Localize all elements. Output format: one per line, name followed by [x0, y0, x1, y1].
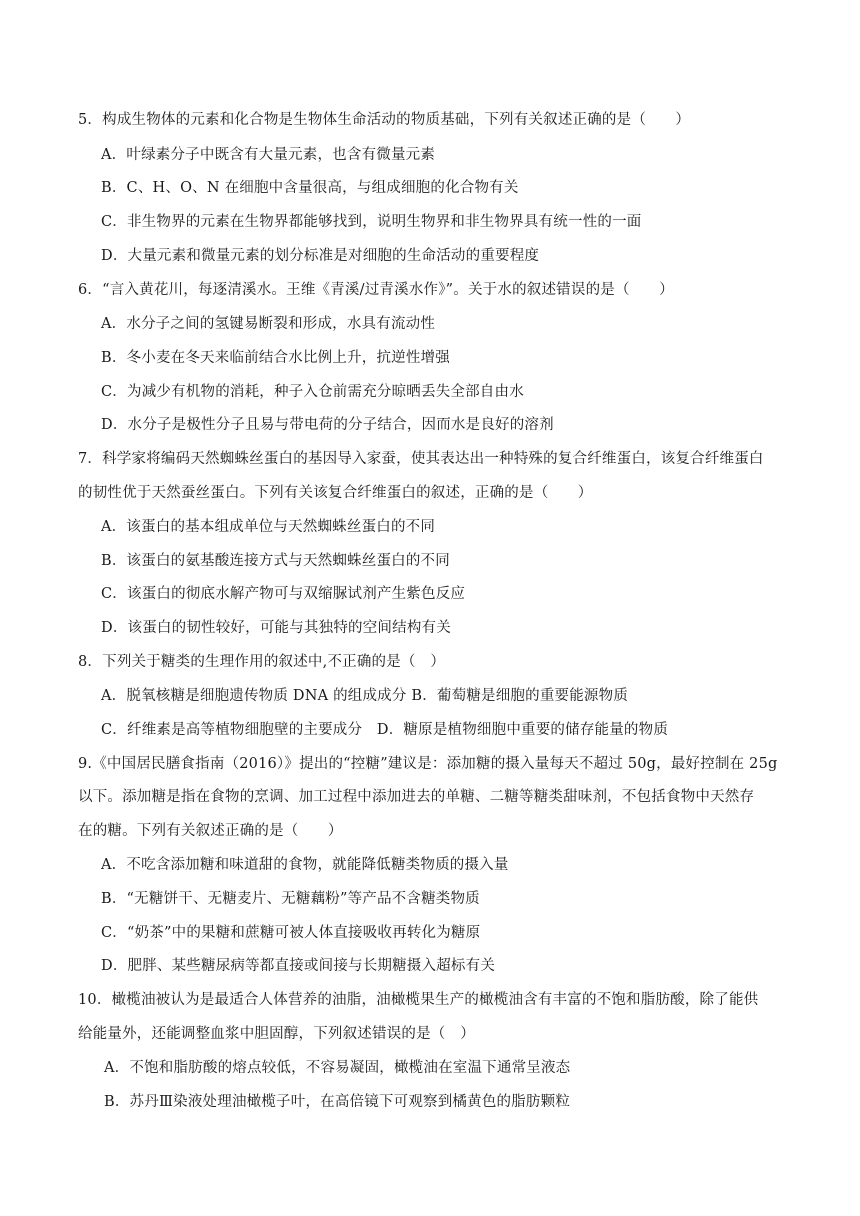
option-a: A．叶绿素分子中既含有大量元素，也含有微量元素 [101, 147, 436, 163]
option-c: C．“奶茶”中的果糖和蔗糖可被人体直接吸收再转化为糖原 [101, 925, 481, 941]
option-row-ab: A．脱氧核糖是细胞遗传物质 DNA 的组成成分 B．葡萄糖是细胞的重要能源物质 [101, 688, 629, 704]
option-d: D．肥胖、某些糖尿病等都直接或间接与长期糖摄入超标有关 [101, 958, 496, 974]
question-stem: 10．橄榄油被认为是最适合人体营养的油脂，油橄榄果生产的橄榄油含有丰富的不饱和脂肪酸，除了能供 [78, 992, 759, 1008]
option-d: D．大量元素和微量元素的划分标准是对细胞的生命活动的重要程度 [101, 248, 540, 264]
option-b: B．苏丹Ⅲ染液处理油橄榄子叶，在高倍镜下可观察到橘黄色的脂肪颗粒 [104, 1094, 571, 1110]
question-stem: 5．构成生物体的元素和化合物是生物体生命活动的物质基础，下列有关叙述正确的是（ ） [78, 112, 691, 128]
option-row-cd: C．纤维素是高等植物细胞壁的主要成分 D．糖原是植物细胞中重要的储存能量的物质 [101, 722, 669, 738]
option-a: A．水分子之间的氢键易断裂和形成，水具有流动性 [101, 316, 436, 332]
question-stem: 在的糖。下列有关叙述正确的是（ ） [78, 823, 343, 839]
question-stem: 以下。添加糖是指在食物的烹调、加工过程中添加进去的单糖、二糖等糖类甜味剂，不包括食物中天然存 [78, 789, 755, 805]
option-c: C．该蛋白的彻底水解产物可与双缩脲试剂产生紫色反应 [101, 586, 466, 602]
question-stem: 9.《中国居民膳食指南（2016）》提出的“控糖”建议是：添加糖的摄入量每天不超过 50g，最好控制在 25g [78, 756, 778, 772]
option-a: A．该蛋白的基本组成单位与天然蜘蛛丝蛋白的不同 [101, 519, 436, 535]
option-c: C．为减少有机物的消耗，种子入仓前需充分晾晒丢失全部自由水 [101, 384, 524, 400]
question-stem: 给能量外，还能调整血浆中胆固醇，下列叙述错误的是（ ） [78, 1026, 475, 1042]
option-b: B．C、H、O、N 在细胞中含量很高，与组成细胞的化合物有关 [101, 180, 519, 196]
option-b: B．冬小麦在冬天来临前结合水比例上升，抗逆性增强 [101, 350, 450, 366]
option-b: B．“无糖饼干、无糖麦片、无糖藕粉”等产品不含糖类物质 [101, 891, 480, 907]
question-stem: 6．“言入黄花川，每逐清溪水。王维《青溪/过青溪水作》”。关于水的叙述错误的是（ ） [78, 282, 674, 298]
option-d: D．该蛋白的韧性较好，可能与其独特的空间结构有关 [101, 620, 451, 636]
question-stem: 7．科学家将编码天然蜘蛛丝蛋白的基因导入家蚕，使其表达出一种特殊的复合纤维蛋白，该复合纤维蛋白 [78, 451, 764, 467]
option-c: C．非生物界的元素在生物界都能够找到，说明生物界和非生物界具有统一性的一面 [101, 214, 642, 230]
option-a: A．不吃含添加糖和味道甜的食物，就能降低糖类物质的摄入量 [101, 857, 509, 873]
option-b: B．该蛋白的氨基酸连接方式与天然蜘蛛丝蛋白的不同 [101, 553, 450, 569]
option-d: D．水分子是极性分子且易与带电荷的分子结合，因而水是良好的溶剂 [101, 417, 554, 433]
question-stem: 的韧性优于天然蚕丝蛋白。下列有关该复合纤维蛋白的叙述，正确的是（ ） [78, 485, 593, 501]
question-stem: 8．下列关于糖类的生理作用的叙述中,不正确的是（ ） [78, 654, 446, 670]
option-a: A．不饱和脂肪酸的熔点较低，不容易凝固，橄榄油在室温下通常呈液态 [104, 1060, 571, 1076]
